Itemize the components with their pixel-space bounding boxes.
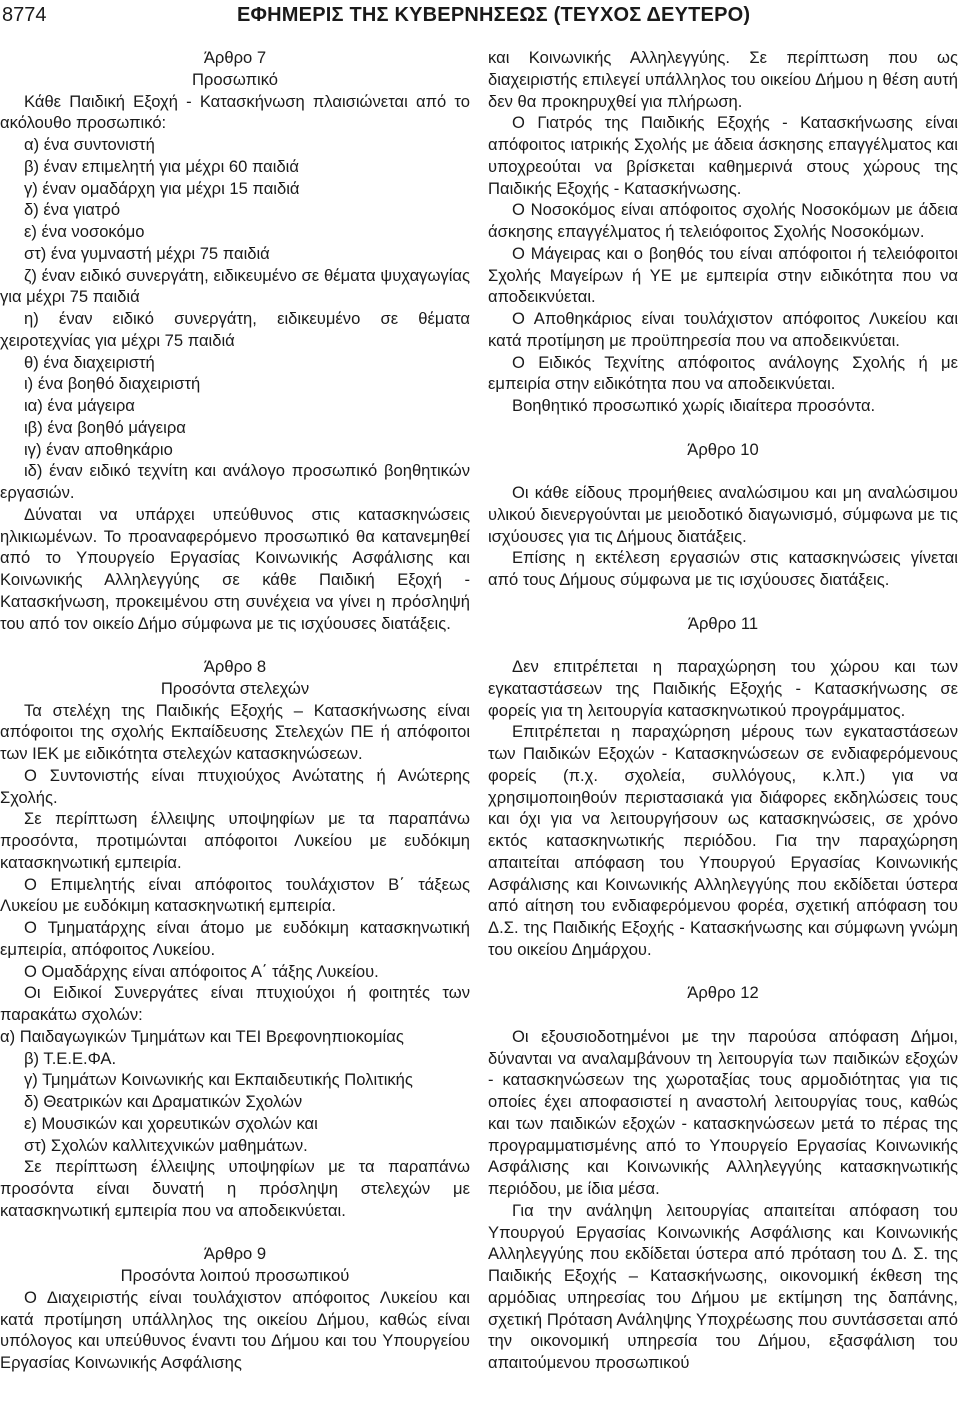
paragraph: Για την ανάληψη λειτουργίας απαιτείται απόφαση του Υπουργού Εργασίας Κοινωνικής Ασφάλισης και Κοινωνικής Αλληλεγγύης που εκδίδεται ύστερα από πρόταση του Δ. Σ. της Παιδικής Εξοχής – Κατασκήνωσης, οικονομική έκθεση της αρμόδιας υπηρεσίας του Δήμου με εκτίμηση της δαπάνης, σχετική Πρόταση Ανάληψης Υποχρέωσης που συντάσσεται από την οικονομική υπηρεσία του Δήμου, εξασφάλιση του απαιτούμενου προσωπικού [488,1200,958,1372]
list-item: ιγ) έναν αποθηκάριο [24,439,173,459]
page-header [0,0,960,34]
paragraph: Δεν επιτρέπεται η παραχώρηση του χώρου και των εγκαταστάσεων της Παιδικής Εξοχής - Κατασκήνωσης σε φορείς για τη λειτουργία κατασκηνωτικού προγράμματος. [488,657,958,720]
paragraph: Οι εξουσιοδοτημένοι με την παρούσα απόφαση Δήμοι, δύνανται να αναλαμβάνουν τη λειτουργία των παιδικών εξοχών - κατασκηνώσεων της χωροταξίας τους αρμοδιότητας για τις οποίες έχει αποφασιστεί η αναστολή λειτουργίας τους, καθώς και των παιδικών εξοχών - κατασκηνώσεων μετά το πέρας της προγραμματισμένης από το Υπουργείο Εργασίας Κοινωνικής Ασφάλισης και Κοινωνικής Αλληλεγγύης κατασκηνωτικής περιόδου, με ίδια μέσα. [488,1026,958,1198]
article-9-title: Προσόντα λοιπού προσωπικού [120,1266,350,1285]
list-item: α) Παιδαγωγικών Τμημάτων και ΤΕΙ Βρεφονηπιοκομίας [0,1026,404,1046]
list-item: γ) έναν ομαδάρχη για μέχρι 15 παιδιά [24,178,300,198]
paragraph: Οι Ειδικοί Συνεργάτες είναι πτυχιούχοι ή φοιτητές των παρακάτω σχολών: [0,983,470,1024]
article-9-heading: Άρθρο 9 [203,1244,267,1264]
paragraph: Ο Συντονιστής είναι πτυχιούχος Ανώτατης ή Ανώτερης Σχολής. [0,765,470,807]
list-item: ε) ένα νοσοκόμο [24,222,145,241]
article-11-heading: Άρθρο 11 [687,613,759,633]
list-item: ιδ) έναν ειδικό τεχνίτη και ανάλογο προσωπικό βοηθητικών εργασιών. [0,461,470,502]
article-12-heading: Άρθρο 12 [687,983,759,1003]
article-7-closing: Δύναται να υπάρχει υπεύθυνος στις κατασκηνώσεις ηλικιωμένων. Το προαναφερόμενο προσωπικό θα κατανεμηθεί από το Υπουργείο Εργασίας Κοινωνικής Ασφάλισης και Κοινωνικής Αλληλεγγύης σε κάθε Παιδική Εξοχή - Κατασκήνωση, προκειμένου στη συνέχεια να γίνει η πρόσληψή του από τον οικείο Δήμο σύμφωνα με τις ισχύουσες διατάξεις. [0,504,470,633]
article-7-heading: Άρθρο 7 [203,48,267,67]
paragraph: Ο Τμηματάρχης είναι άτομο με ευδόκιμη κατασκηνωτική εμπειρία, απόφοιτος Λυκείου. [0,918,470,959]
paragraph: Ο Επιμελητής είναι απόφοιτος τουλάχιστον Β΄ τάξεως Λυκείου με ευδόκιμη κατασκηνωτική εμπειρία. [0,874,470,916]
paragraph: Βοηθητικό προσωπικό χωρίς ιδιαίτερα προσόντα. [512,396,876,415]
paragraph: Οι κάθε είδους προμήθειες αναλώσιμου και μη αναλώσιμου υλικού διενεργούνται με μειοδοτικό διαγωνισμό, σύμφωνα με τις ισχύουσες για τις Δήμους διατάξεις. [488,483,958,546]
list-item: στ) ένα γυμναστή μέχρι 75 παιδιά [24,243,270,263]
journal-title: ΕΦΗΜΕΡΙΣ ΤΗΣ ΚΥΒΕΡΝΗΣΕΩΣ (ΤΕΥΧΟΣ ΔΕΥΤΕΡΟ) [237,4,751,26]
list-item: γ) Τμημάτων Κοινωνικής και Εκπαιδευτικής Πολιτικής [24,1070,413,1090]
list-item: α) ένα συντονιστή [24,135,155,154]
paragraph: και Κοινωνικής Αλληλεγγύης. Σε περίπτωση που ως διαχειριστής επιλεγεί υπάλληλος του οικείου Δήμου η θέση αυτή δεν θα προκηρυχθεί για πλήρωση. [488,48,958,111]
article-8-heading: Άρθρο 8 [203,657,267,676]
paragraph: Ο Αποθηκάριος είναι τουλάχιστον απόφοιτος Λυκείου και κατά προτίμηση με προϋπηρεσία που να αποδεικνύεται. [488,309,958,350]
paragraph: Σε περίπτωση έλλειψης υποψηφίων με τα παραπάνω προσόντα, προτιμώνται απόφοιτοι Λυκείου με ευδόκιμη κατασκηνωτική εμπειρία. [0,809,470,872]
list-item: θ) ένα διαχειριστή [24,352,155,372]
list-item: ζ) έναν ειδικό συνεργάτη, ειδικευμένο σε θέματα ψυχαγωγίας για μέχρι 75 παιδιά [0,265,470,307]
list-item: η) έναν ειδικό συνεργάτη, ειδικευμένο σε θέματα χειροτεχνίας για μέχρι 75 παιδιά [0,309,470,350]
list-item: δ) Θεατρικών και Δραματικών Σχολών [24,1092,303,1111]
paragraph: Ο Ειδικός Τεχνίτης απόφοιτος ανάλογης Σχολής ή με εμπειρία στην ειδικότητα που να αποδεικνύεται. [488,352,958,394]
right-column [488,47,958,1374]
list-item: ιβ) ένα βοηθό μάγειρα [24,417,186,437]
list-item: β) Τ.Ε.Ε.ΦΑ. [24,1048,117,1068]
article-7-title: Προσωπικό [191,69,279,89]
paragraph: Ο Νοσοκόμος είναι απόφοιτος σχολής Νοσοκόμων με άδεια άσκησης επαγγέλματος ή τελειόφοιτος Σχολής Νοσοκόμων. [488,200,958,241]
paragraph: Ο Διαχειριστής είναι τουλάχιστον απόφοιτος Λυκείου και κατά προτίμηση υπάλληλος της οικείου Δήμου, καθώς είναι υπόλογος και υπεύθυνος έναντι του Δήμου και του Υπουργείου Εργασίας Κοινωνικής Ασφάλισης [0,1287,470,1372]
list-item: ι) ένα βοηθό διαχειριστή [24,374,201,394]
paragraph: Επιτρέπεται η παραχώρηση μέρους των εγκαταστάσεων των Παιδικών Εξοχών - Κατασκηνώσεων σε ενδιαφερόμενους φορείς (π.χ. σχολεία, συλλόγους, κ.λπ.) για να χρησιμοποιηθούν περιστασιακά για διάφορες εκδηλώσεις τους και όχι για να λειτουργήσουν ως κατασκηνώσεις, σε χρόνο εκτός κατασκηνωτικής περιόδου. Για την παραχώρηση απαιτείται απόφαση του Υπουργού Εργασίας Κοινωνικής Ασφάλισης και Κοινωνικής Αλληλεγγύης που εκδίδεται ύστερα από αίτηση του ενδιαφερόμενου φορέα, σχετική απόφαση του Δ.Σ. της Παιδικής Εξοχής - Κατασκήνωσης και σύμφωνη γνώμη του οικείου Δημάρχου. [488,722,958,959]
list-item: β) έναν επιμελητή για μέχρι 60 παιδιά [24,156,299,176]
article-8-title: Προσόντα στελεχών [160,678,310,698]
list-item: στ) Σχολών καλλιτεχνικών μαθημάτων. [24,1135,308,1155]
article-8-closing: Σε περίπτωση έλλειψης υποψηφίων με τα παραπάνω προσόντα είναι δυνατή η πρόσληψη στελεχών με κατασκηνωτική εμπειρία που να αποδεικνύεται. [0,1157,470,1220]
left-column [0,47,470,1374]
list-item: δ) ένα γιατρό [24,200,121,220]
article-10-heading: Άρθρο 10 [687,439,759,459]
paragraph: Ο Ομαδάρχης είναι απόφοιτος Α΄ τάξης Λυκείου. [24,961,379,981]
page-number: 8774 [2,4,47,26]
list-item: ε) Μουσικών και χορευτικών σχολών και [24,1113,318,1133]
paragraph: Ο Γιατρός της Παιδικής Εξοχής - Κατασκήνωσης είναι απόφοιτος ιατρικής Σχολής με άδεια άσκησης επαγγέλματος και υποχρεούται να βρίσκεται καθημερινά στους χώρους της Παιδικής Εξοχής - Κατασκήνωσης. [488,113,958,198]
paragraph: Επίσης η εκτέλεση εργασιών στις κατασκηνώσεις γίνεται από τους Δήμους σύμφωνα με τις ισχύουσες διατάξεις. [488,548,958,589]
list-item: ια) ένα μάγειρα [24,396,135,415]
paragraph: Τα στελέχη της Παιδικής Εξοχής – Κατασκήνωσης είναι απόφοιτοι της σχολής Εκπαίδευσης Στελεχών ΠΕ ή απόφοιτοι των ΙΕΚ με ειδικότητα στελεχών κατασκηνώσεων. [0,700,470,763]
paragraph: Ο Μάγειρας και ο βοηθός του είναι απόφοιτοι ή τελειόφοιτοι Σχολής Μαγείρων ή ΥΕ με εμπειρία στην ειδικότητα που να αποδεικνύεται. [488,243,958,307]
article-7-intro: Κάθε Παιδική Εξοχή - Κατασκήνωση πλαισιώνεται από το ακόλουθο προσωπικό: [0,91,470,133]
